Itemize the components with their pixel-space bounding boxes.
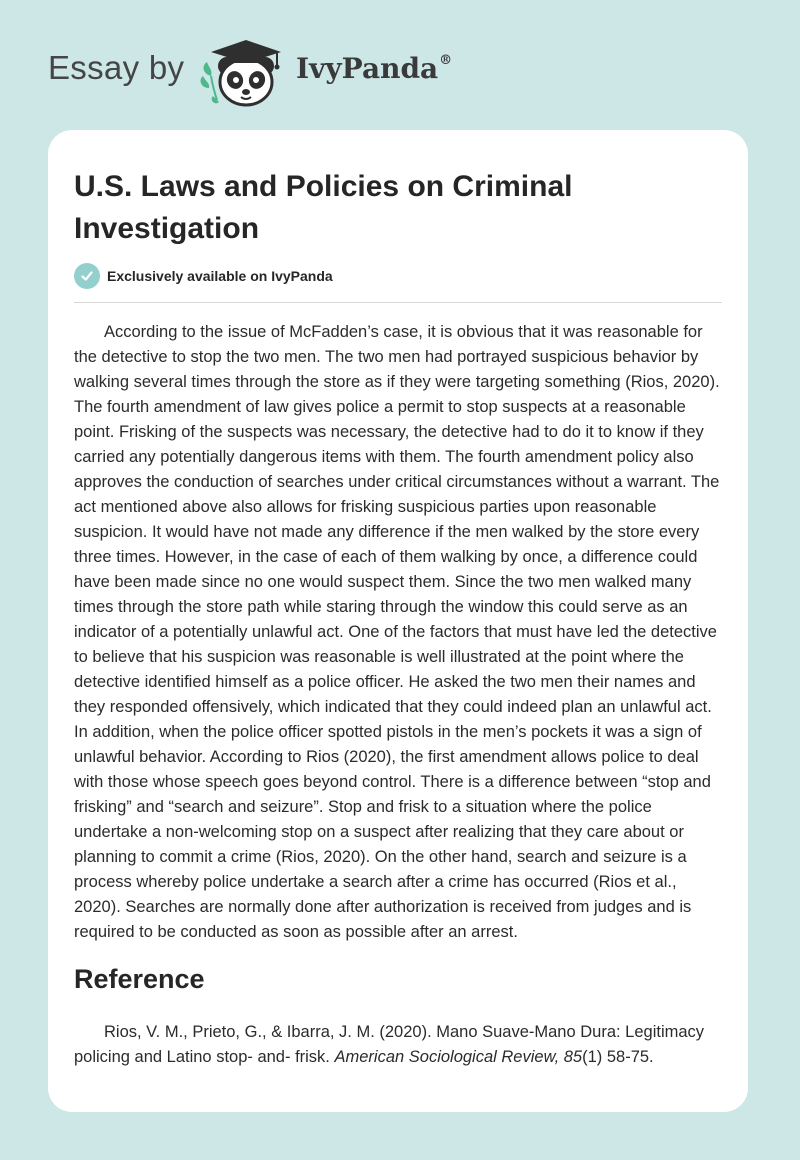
reference-issue-pages: (1) 58-75. (582, 1048, 654, 1066)
reference-authors: Rios, V. M., Prieto, G., & Ibarra, J. M. (2020). Mano Suave-Mano Dura: Legitimacy policing and Latino stop- and- frisk. (74, 1023, 705, 1066)
essay-title: U.S. Laws and Policies on Criminal Investigation (74, 170, 573, 245)
reference-heading: Reference (74, 964, 205, 994)
ivypanda-logo-icon (197, 36, 295, 108)
reference-entry (74, 1020, 722, 1070)
essay-by-label: Essay by (48, 49, 185, 86)
essay-card (48, 130, 748, 1112)
check-icon (74, 263, 100, 289)
divider (74, 302, 722, 303)
exclusive-badge (74, 263, 333, 289)
exclusive-text: Exclusively available on IvyPanda (107, 268, 333, 284)
essay-body: According to the issue of McFadden’s case, it is obvious that it was reasonable for the detective to stop the two men. The two men had portrayed suspicious behavior by walking several times through the store as if they were targeting something (Rios, 2020). The fourth amendment of law gives police a permit to stop suspects at a reasonable point. Frisking of the suspects was necessary, the detective had to do it to know if they carried any potentially dangerous items with them. The fourth amendment policy also approves the conduction of searches under critical circumstances without a warrant. The act mentioned above also allows for frisking suspicious parties upon reasonable suspicion. It would have not made any difference if the men walked by the store every three times. However, in the case of each of them walking by once, a difference could have been made since no one would suspect them. Since the two men walked many times through the store path while staring through the window this could serve as an indicator of a potentially unlawful act. One of the factors that must have led the detective to believe that his suspicion was reasonable is well illustrated at the point where the detective identified himself as a police officer. He asked the two men their names and they responded offensively, which indicated that they could indeed plan an unlawful act. In addition, when the police officer spotted pistols in the men’s pockets it was a sign of unlawful behavior. According to Rios (2020), the first amendment allows police to deal with those whose speech goes beyond control. There is a difference between “stop and frisking” and “search and seizure”. Stop and frisk to a situation where the police undertake a non-welcoming stop on a suspect after realizing that they care about or planning to commit a crime (Rios, 2020). On the other hand, search and seizure is a process whereby police undertake a search after a crime has occurred (Rios et al., 2020). Searches are normally done after authorization is received from judges and is required to be conducted as soon as possible after an arrest. (74, 323, 720, 941)
reference-journal: American Sociological Review, 85 (334, 1048, 583, 1066)
brand-name: IvyPanda® (296, 52, 453, 85)
registered-mark: ® (439, 53, 453, 68)
site-header (0, 0, 800, 120)
